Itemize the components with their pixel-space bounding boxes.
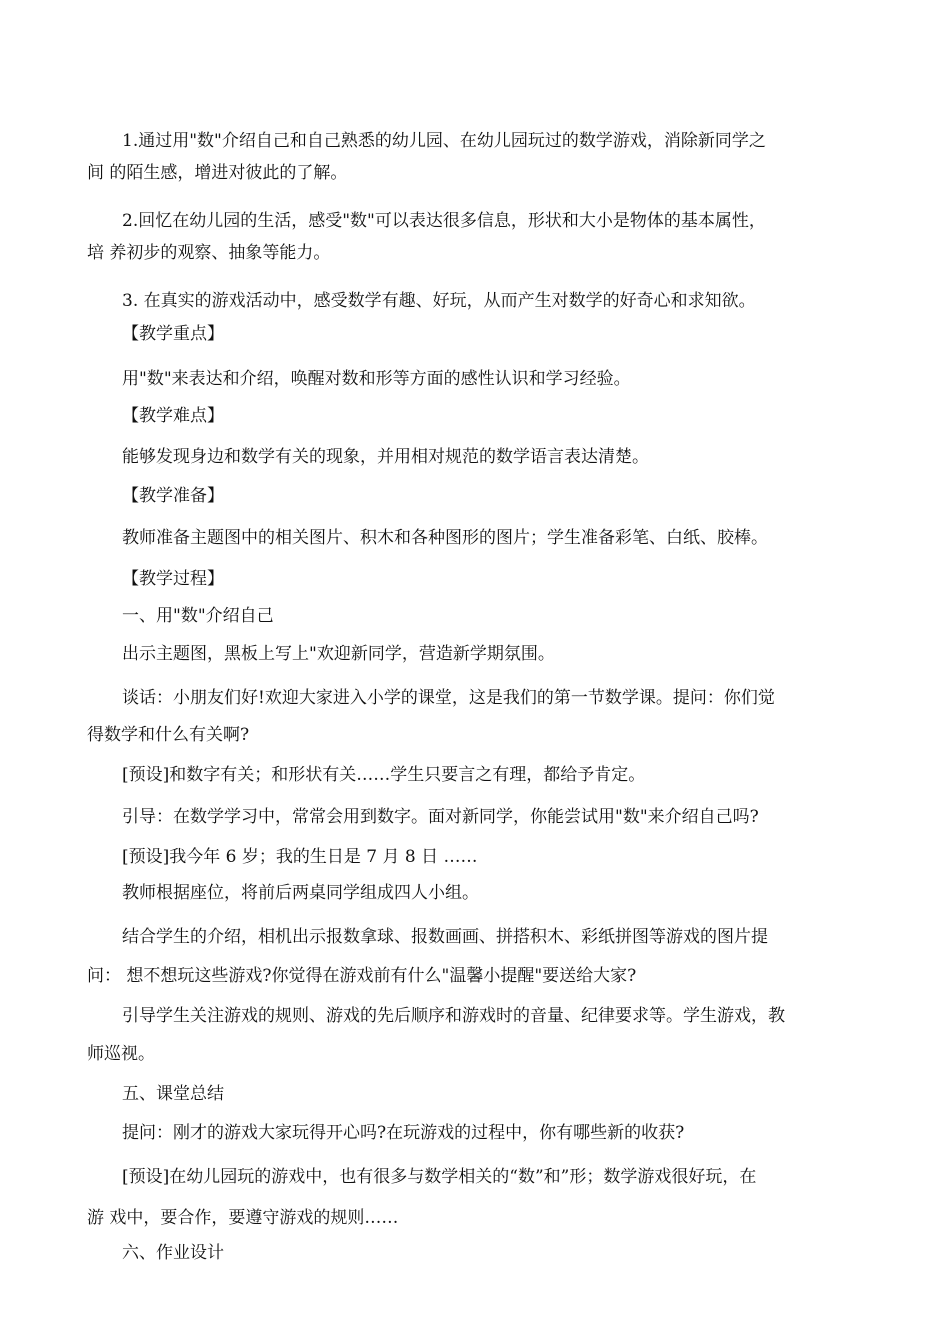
heading-process: 【教学过程】 <box>122 569 224 589</box>
focus-text: 用"数"来表达和介绍，唤醒对数和形等方面的感性认识和学习经验。 <box>122 369 631 389</box>
objective-2-line-2: 培 养初步的观察、抽象等能力。 <box>87 243 331 263</box>
step-6-heading: 六、作业设计 <box>122 1243 224 1263</box>
paragraph-rules-line-2: 师巡视。 <box>87 1044 155 1064</box>
step-5-heading: 五、课堂总结 <box>122 1084 224 1104</box>
paragraph-question: 提问：刚才的游戏大家玩得开心吗?在玩游戏的过程中，你有哪些新的收获? <box>122 1123 685 1143</box>
paragraph-show-theme: 出示主题图，黑板上写上"欢迎新同学，营造新学期氛围。 <box>122 644 555 664</box>
paragraph-group: 教师根据座位，将前后两桌同学组成四人小组。 <box>122 883 479 903</box>
paragraph-rules-line-1: 引导学生关注游戏的规则、游戏的先后顺序和游戏时的音量、纪律要求等。学生游戏，教 <box>122 1006 785 1026</box>
objective-1-line-2: 间 的陌生感，增进对彼此的了解。 <box>87 163 348 183</box>
difficulty-text: 能够发现身边和数学有关的现象，并用相对规范的数学语言表达清楚。 <box>122 447 649 467</box>
paragraph-preset-2: [预设]我今年 6 岁；我的生日是 7 月 8 日 …… <box>122 847 478 867</box>
heading-focus: 【教学重点】 <box>122 324 224 344</box>
paragraph-talk-line-1: 谈话：小朋友们好!欢迎大家进入小学的课堂，这是我们的第一节数学课。提问：你们觉 <box>122 688 775 708</box>
heading-difficulty: 【教学难点】 <box>122 406 224 426</box>
paragraph-games-line-2: 问： 想不想玩这些游戏?你觉得在游戏前有什么"温馨小提醒"要送给大家? <box>87 966 637 986</box>
paragraph-games-line-1: 结合学生的介绍，相机出示报数拿球、报数画画、拼搭积木、彩纸拼图等游戏的图片提 <box>122 927 768 947</box>
objective-3: 3. 在真实的游戏活动中，感受数学有趣、好玩，从而产生对数学的好奇心和求知欲。 <box>122 291 756 311</box>
paragraph-preset-1: [预设]和数字有关；和形状有关……学生只要言之有理，都给予肯定。 <box>122 765 646 785</box>
objective-2-line-1: 2.回忆在幼儿园的生活，感受"数"可以表达很多信息，形状和大小是物体的基本属性， <box>122 211 766 231</box>
preparation-text: 教师准备主题图中的相关图片、积木和各种图形的图片；学生准备彩笔、白纸、胶棒。 <box>122 528 768 548</box>
paragraph-preset-3-line-2: 游 戏中，要合作，要遵守游戏的规则…… <box>87 1208 399 1228</box>
heading-preparation: 【教学准备】 <box>122 486 224 506</box>
paragraph-guide: 引导：在数学学习中，常常会用到数字。面对新同学，你能尝试用"数"来介绍自己吗? <box>122 807 759 827</box>
objective-1-line-1: 1.通过用"数"介绍自己和自己熟悉的幼儿园、在幼儿园玩过的数学游戏，消除新同学之 <box>122 131 766 151</box>
paragraph-talk-line-2: 得数学和什么有关啊? <box>87 725 250 745</box>
step-1-heading: 一、用"数"介绍自己 <box>122 606 274 626</box>
paragraph-preset-3-line-1: [预设]在幼儿园玩的游戏中，也有很多与数学相关的“数”和”形；数学游戏很好玩，在 <box>122 1167 757 1187</box>
